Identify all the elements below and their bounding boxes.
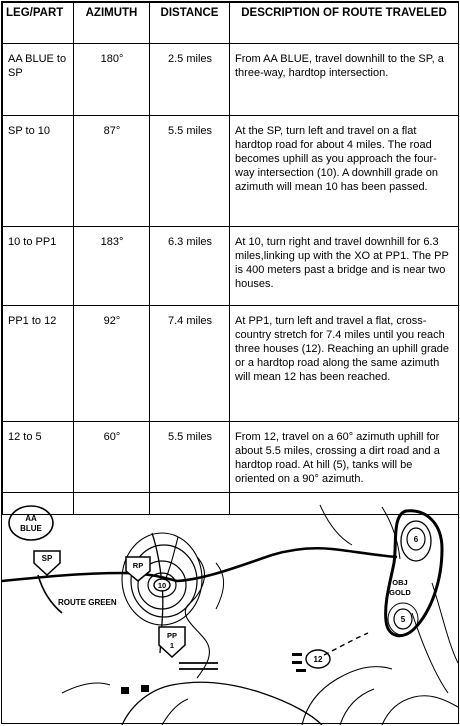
description-cell: At the SP, turn left and travel on a flat hardtop road for about 4 miles. The road becomes uphill as you approach the four-way intersection (10). A downhill grade on azimuth will mean 10 has been passed. — [230, 116, 459, 227]
obj-label-line2: GOLD — [389, 588, 411, 597]
route-sketch-map — [2, 492, 458, 725]
pp-label-line1: PP — [166, 631, 178, 640]
description-cell: At 10, turn right and travel downhill for 6.3 miles,linking up with the XO at PP1. The PP is 400 meters past a bridge and is near two houses. — [230, 227, 459, 306]
stream — [162, 699, 188, 725]
house-icon — [292, 661, 302, 664]
distance-cell: 2.5 miles — [150, 44, 230, 116]
table-row — [3, 306, 459, 422]
point-6-label: 6 — [413, 535, 419, 544]
pp-label-line2: 1 — [169, 641, 175, 650]
route-green-label: ROUTE GREEN — [58, 598, 117, 607]
contour — [432, 583, 458, 663]
route-card — [1, 1, 459, 724]
azimuth-cell: 92° — [74, 306, 150, 422]
distance-cell: 6.3 miles — [150, 227, 230, 306]
map-svg — [2, 493, 458, 725]
sp-label: SP — [41, 554, 53, 563]
table-row — [3, 116, 459, 227]
house-icon — [296, 669, 306, 672]
aa-label-line1: AA — [25, 514, 37, 523]
header-azimuth: AZIMUTH — [74, 3, 150, 44]
route-green-road — [2, 548, 397, 581]
point-5-label: 5 — [400, 615, 406, 624]
azimuth-cell: 180° — [74, 44, 150, 116]
table-row — [3, 44, 459, 116]
leg-cell: 12 to 5 — [3, 422, 74, 515]
description-cell: At PP1, turn left and travel a flat, cross-country stretch for 7.4 miles until you reach three houses (12). Reaching an uphill grade or a hardtop road along the same azimuth will mean 12 has been reached. — [230, 306, 459, 422]
header-row — [3, 3, 459, 44]
leg-cell: 10 to PP1 — [3, 227, 74, 306]
distance-cell: 5.5 miles — [150, 422, 230, 515]
sp-spur-road — [38, 575, 62, 613]
leg-cell: PP1 to 12 — [3, 306, 74, 422]
contour — [302, 667, 392, 725]
azimuth-cell: 183° — [74, 227, 150, 306]
leg-cell: SP to 10 — [3, 116, 74, 227]
aa-blue-area — [9, 506, 53, 540]
rp-label: RP — [132, 561, 144, 570]
house-icon — [141, 685, 149, 692]
contour — [340, 689, 374, 725]
obj-label-line1: OBJ — [392, 578, 408, 587]
header-distance: DISTANCE — [150, 3, 230, 44]
distance-cell: 5.5 miles — [150, 116, 230, 227]
aa-label-line2: BLUE — [20, 524, 42, 533]
azimuth-cell: 87° — [74, 116, 150, 227]
distance-cell: 7.4 miles — [150, 306, 230, 422]
azimuth-cell: 60° — [74, 422, 150, 515]
header-description: DESCRIPTION OF ROUTE TRAVELED — [230, 3, 459, 44]
description-cell: From AA BLUE, travel downhill to the SP, a three-way, hardtop intersection. — [230, 44, 459, 116]
bridge — [179, 663, 218, 669]
header-leg: LEG/PART — [3, 3, 74, 44]
trail — [216, 563, 224, 609]
table-row — [3, 227, 459, 306]
point-10-label: 10 — [157, 581, 167, 590]
description-cell: From 12, travel on a 60° azimuth uphill for about 5.5 miles, crossing a dirt road and a hardtop road. At hill (5), tanks will be oriented on a 90° azimuth. — [230, 422, 459, 515]
contour — [382, 696, 458, 725]
leg-cell: AA BLUE to SP — [3, 44, 74, 116]
stream — [62, 683, 110, 693]
house-icon — [121, 687, 129, 694]
point-12-label: 12 — [313, 655, 323, 664]
dashed-route — [324, 633, 368, 655]
house-icon — [292, 653, 302, 656]
contour — [320, 505, 352, 545]
stream — [122, 682, 322, 725]
route-table — [2, 2, 459, 515]
contour — [382, 507, 400, 559]
